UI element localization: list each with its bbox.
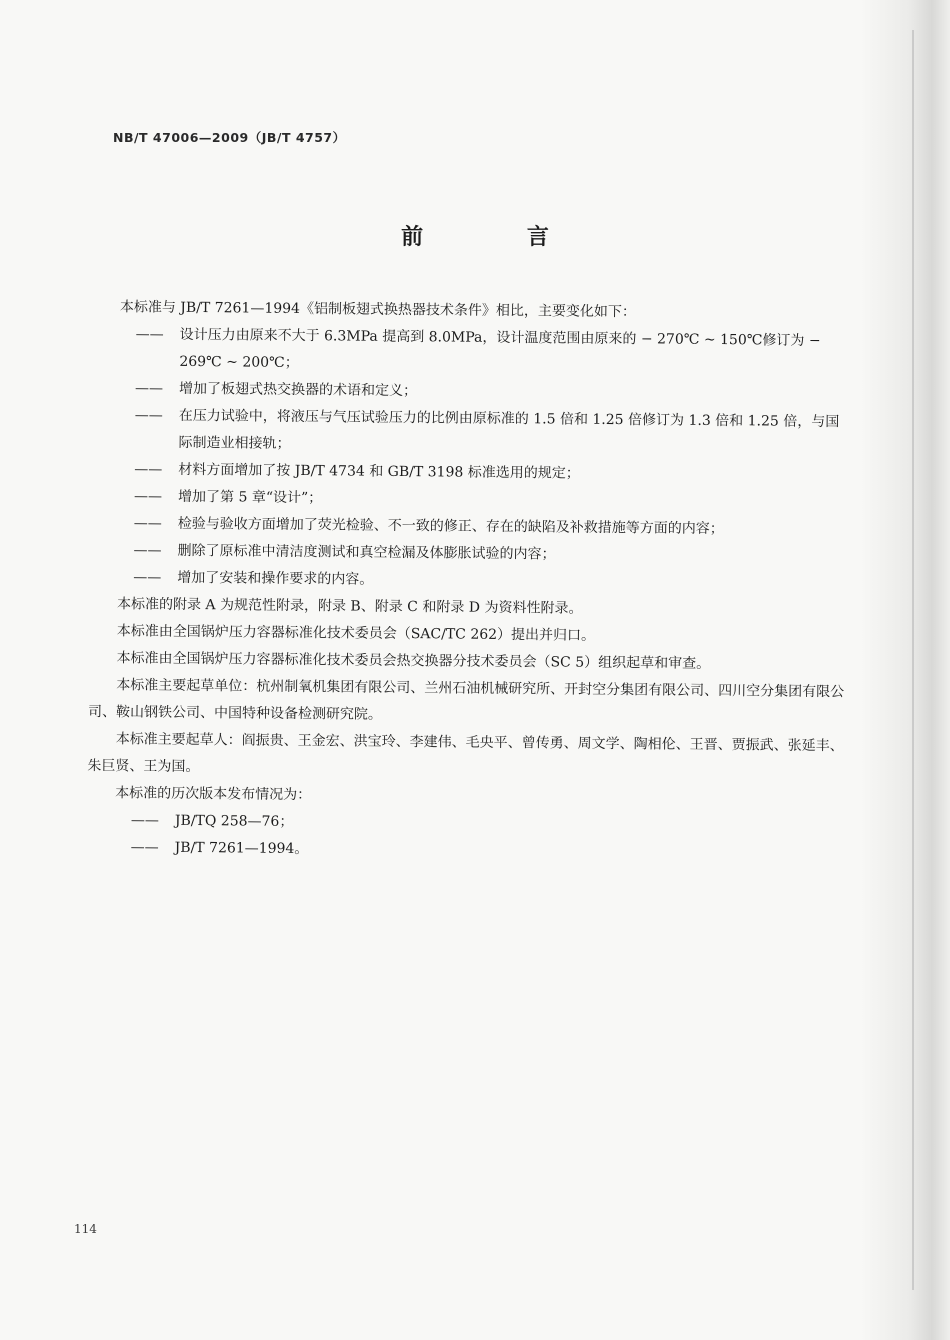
drafting-units-paragraph: 本标准主要起草单位：杭州制氧机集团有限公司、兰州石油机械研究所、开封空分集团有限公司、四川空分集团有限公司、鞍山钢铁公司、中国特种设备检测研究院。: [87, 677, 845, 723]
list-item: [90, 402, 850, 463]
list-item-text: JB/T 7261—1994。: [174, 839, 309, 858]
dash-marker: ——: [130, 839, 159, 856]
foreword-body: [87, 294, 852, 868]
page-title: 前 言: [401, 225, 597, 250]
history-intro-paragraph: 本标准的历次版本发布情况为：: [115, 785, 312, 804]
list-item-text: 增加了安装和操作要求的内容。: [177, 569, 374, 588]
dash-marker: ——: [134, 407, 163, 424]
list-item-text: 材料方面增加了按 JB/T 4734 和 GB/T 3198 标准选用的规定；: [178, 461, 580, 482]
drafters-paragraph: 本标准主要起草人：阎振贵、王金宏、洪宝玲、李建伟、毛央平、曾传勇、周文学、陶相伦、王晋、贾振武、张延丰、朱巨贤、王为国。: [87, 731, 844, 776]
list-item: [91, 321, 851, 382]
scan-shadow: [860, 0, 950, 1340]
dash-marker: ——: [133, 515, 162, 532]
list-item-text: 删除了原标准中清洁度测试和真空检漏及体膨胀试验的内容；: [177, 542, 556, 563]
changes-list: [89, 321, 852, 598]
intro-paragraph: 本标准与 JB/T 7261—1994《铝制板翅式换热器技术条件》相比，主要变化如下：: [119, 299, 637, 321]
dash-marker: ——: [134, 461, 163, 478]
dash-marker: ——: [133, 542, 162, 559]
list-item-text: 增加了板翅式热交换器的术语和定义；: [179, 380, 418, 400]
dash-marker: ——: [130, 812, 160, 829]
dash-marker: ——: [133, 569, 162, 586]
document-code: NB/T 47006—2009（JB/T 4757）: [113, 130, 346, 145]
list-item-text: 检验与验收方面增加了荧光检验、不一致的修正、存在的缺陷及补救措施等方面的内容；: [177, 515, 724, 538]
page-number: 114: [74, 1222, 97, 1236]
proposer-paragraph: 本标准由全国锅炉压力容器标准化技术委员会（SAC/TC 262）提出并归口。: [116, 623, 596, 644]
list-item-text: 在压力试验中，将液压与气压试验压力的比例由原标准的 1.5 倍和 1.25 倍修订为 1.3 倍和 1.25 倍，与国际制造业相接轨；: [178, 407, 840, 452]
annex-paragraph: 本标准的附录 A 为规范性附录，附录 B、附录 C 和附录 D 为资料性附录。: [116, 596, 583, 617]
list-item-text: 设计压力由原来不大于 6.3MPa 提高到 8.0MPa，设计温度范围由原来的 − 270℃ ~ 150℃修订为 − 269℃ ~ 200℃；: [179, 326, 821, 371]
scan-fold-line: [912, 30, 914, 1290]
dash-marker: ——: [133, 488, 163, 505]
dash-marker: ——: [135, 380, 164, 397]
list-item-text: 增加了第 5 章“设计”；: [177, 488, 323, 507]
list-item-text: JB/TQ 258—76；: [174, 812, 294, 830]
drafting-organizer-paragraph: 本标准由全国锅炉压力容器标准化技术委员会热交换器分技术委员会（SC 5）组织起草和审查。: [116, 650, 711, 672]
history-list: [87, 807, 847, 868]
dash-marker: ——: [135, 326, 164, 343]
